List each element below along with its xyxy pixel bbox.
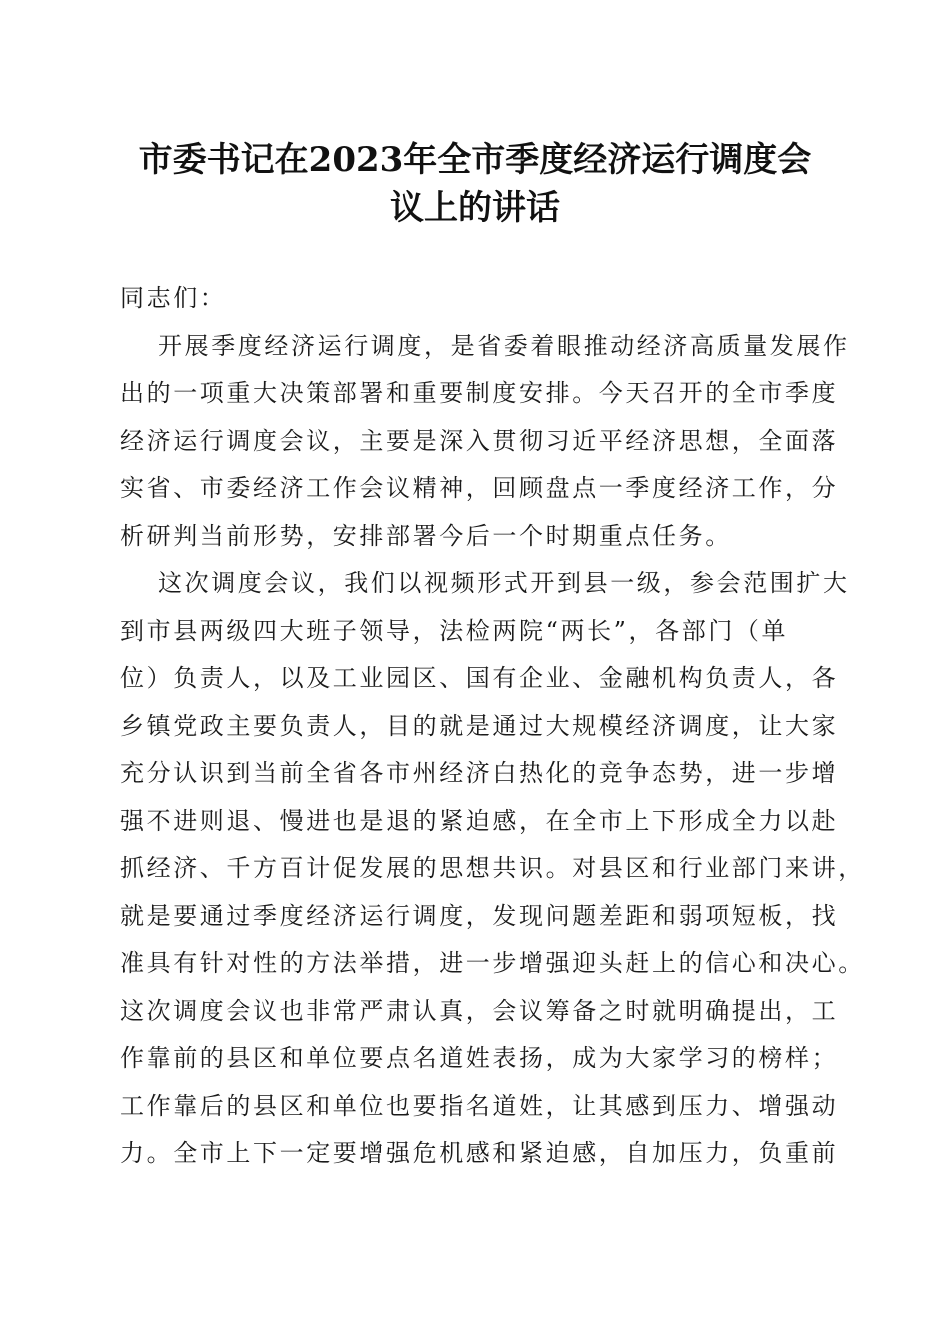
paragraph-2 — [120, 560, 865, 1178]
paragraph-line: 到市县两级四大班子领导，法检两院“两长”，各部门（单 — [120, 616, 789, 645]
paragraph-line: 出的一项重大决策部署和重要制度安排。今天召开的全市季度 — [120, 379, 839, 407]
paragraph-line: 经济运行调度会议，主要是深入贯彻习近平经济思想，全面落 — [120, 426, 839, 455]
paragraph-line: 开展季度经济运行调度，是省委着眼推动经济高质量发展作 — [158, 331, 850, 360]
paragraph-line: 实省、市委经济工作会议精神，回顾盘点一季度经济工作，分 — [120, 474, 839, 502]
paragraph-1 — [120, 323, 850, 561]
title-line-1: 市委书记在2023年全市季度经济运行调度会 — [138, 140, 812, 180]
paragraph-line: 作靠前的县区和单位要点名道姓表扬，成为大家学习的榜样； — [120, 1044, 839, 1072]
paragraph-line: 这次调度会议，我们以视频形式开到县一级，参会范围扩大 — [158, 569, 850, 597]
salutation: 同志们： — [120, 284, 227, 312]
paragraph-line: 这次调度会议也非常严肃认真，会议筹备之时就明确提出，工 — [120, 996, 839, 1025]
paragraph-line: 力。全市上下一定要增强危机感和紧迫感，自加压力，负重前 — [120, 1139, 839, 1167]
paragraph-line: 准具有针对性的方法举措，进一步增强迎头赶上的信心和决心。 — [120, 949, 865, 977]
paragraph-line: 位）负责人，以及工业园区、国有企业、金融机构负责人，各 — [120, 664, 839, 692]
paragraph-line: 就是要通过季度经济运行调度，发现问题差距和弱项短板，找 — [120, 901, 839, 930]
paragraph-line: 析研判当前形势，安排部署今后一个时期重点任务。 — [120, 521, 732, 550]
document-body — [120, 275, 865, 1178]
title-line-2: 议上的讲话 — [390, 188, 560, 228]
paragraph-line: 工作靠后的县区和单位也要指名道姓，让其感到压力、增强动 — [120, 1091, 839, 1120]
paragraph-line: 强不进则退、慢进也是退的紧迫感，在全市上下形成全力以赴 — [120, 806, 839, 835]
paragraph-line: 抓经济、千方百计促发展的思想共识。对县区和行业部门来讲， — [120, 854, 865, 882]
paragraph-line: 乡镇党政主要负责人，目的就是通过大规模经济调度，让大家 — [120, 711, 839, 740]
document-title — [118, 136, 832, 232]
paragraph-line: 充分认识到当前全省各市州经济白热化的竞争态势，进一步增 — [120, 759, 839, 787]
